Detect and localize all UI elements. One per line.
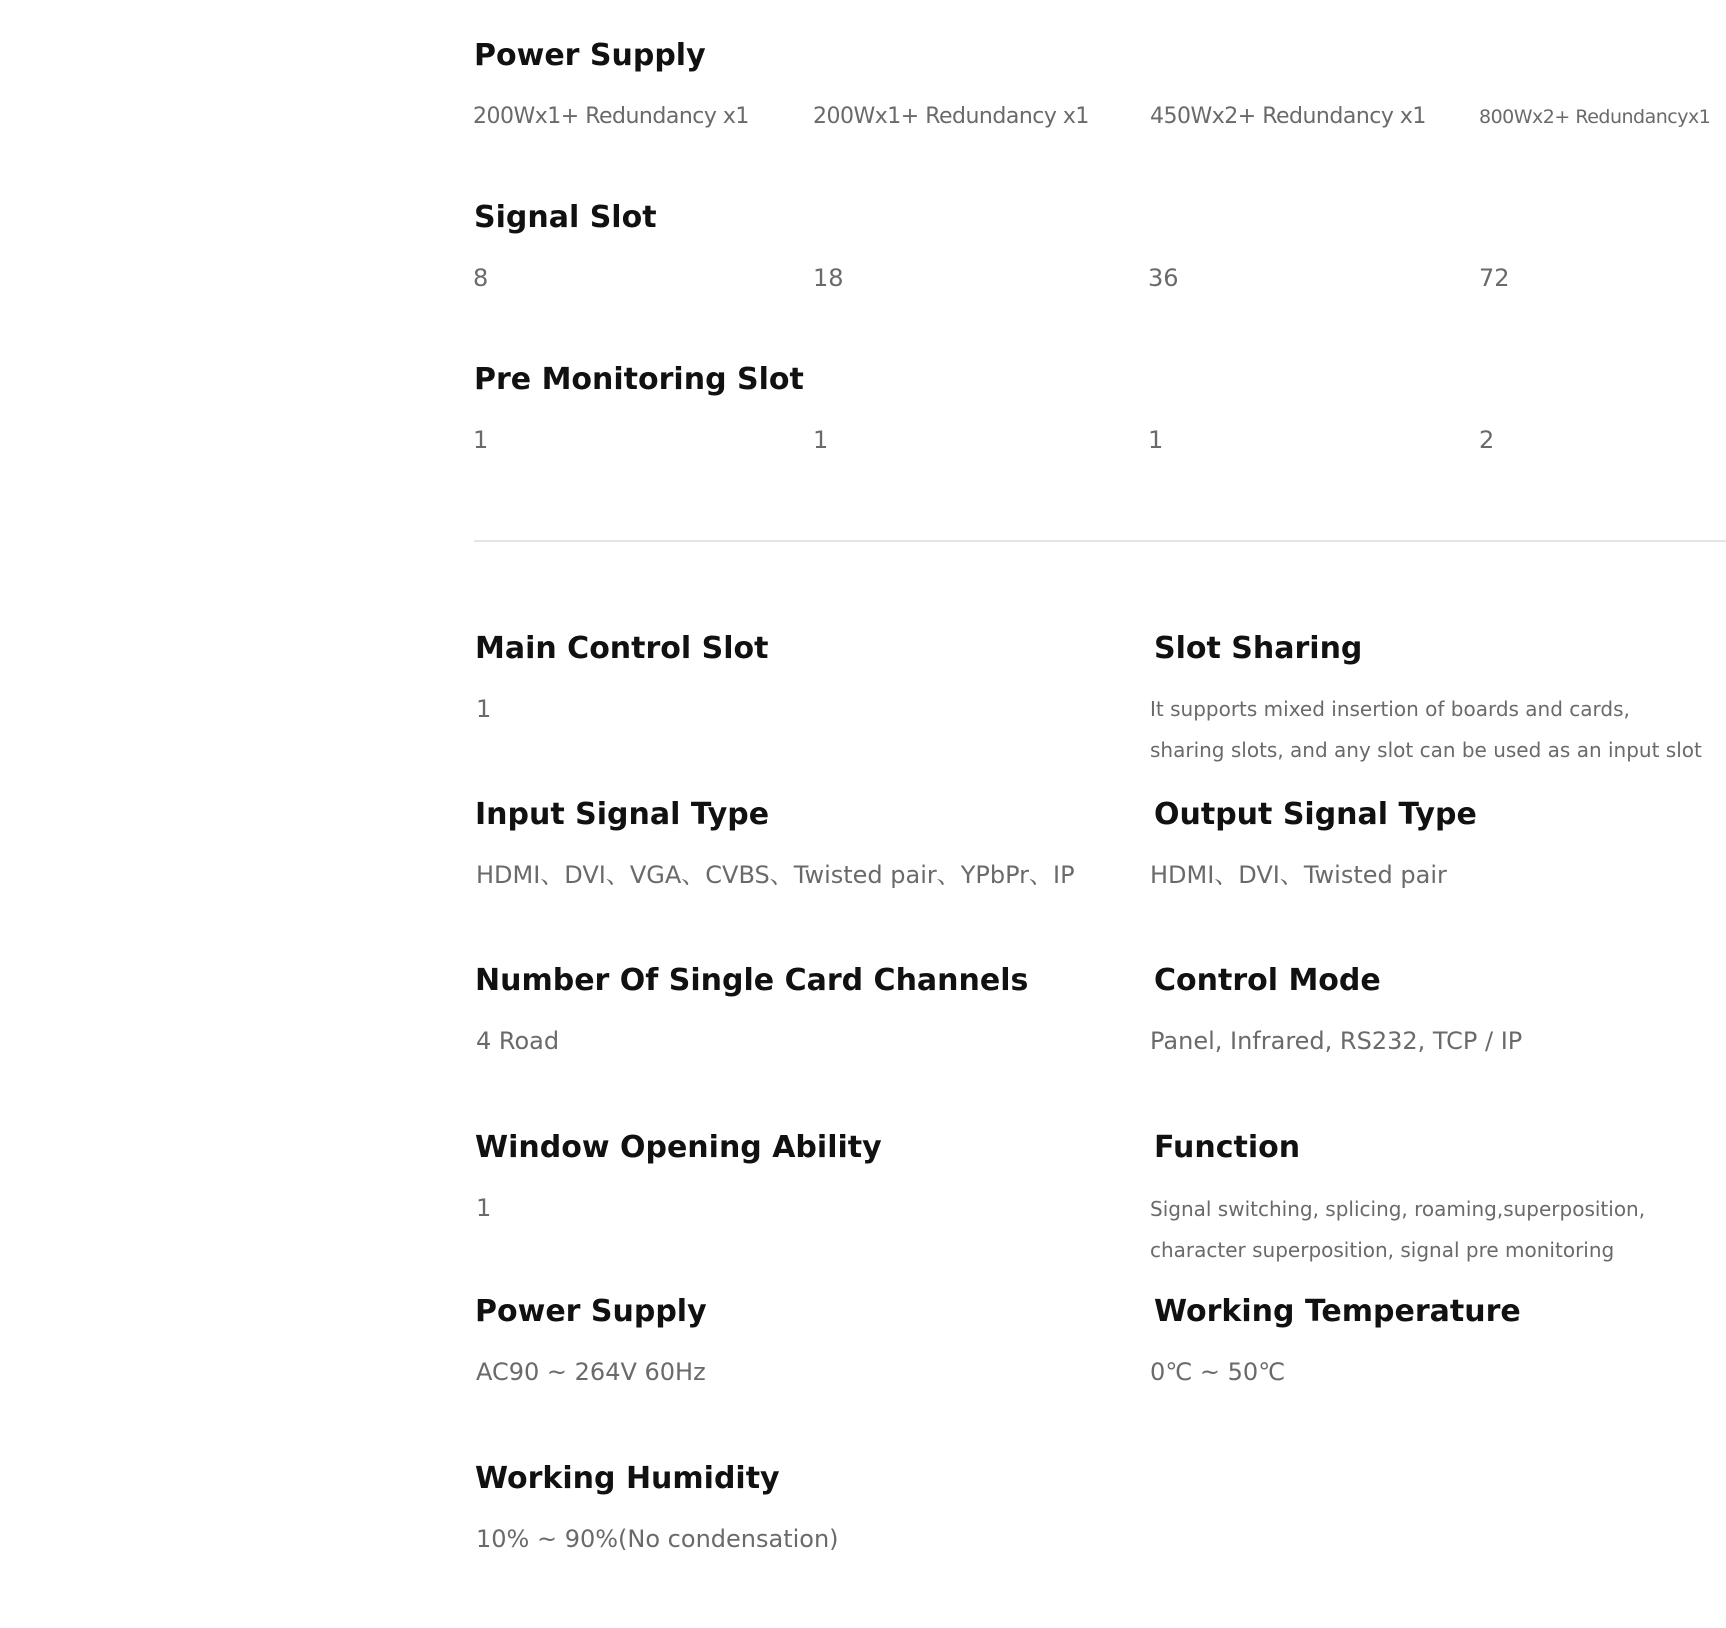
power-supply-row-heading: Power Supply	[474, 38, 706, 73]
control-mode-value: Panel, Infrared, RS232, TCP / IP	[1150, 1027, 1523, 1055]
power-supply-heading: Power Supply	[475, 1294, 707, 1329]
window-opening-ability-value: 1	[476, 1194, 492, 1222]
single-card-channels-value: 4 Road	[476, 1027, 560, 1055]
output-signal-type-heading: Output Signal Type	[1154, 797, 1477, 832]
pre-monitoring-model-3: 1	[1148, 426, 1164, 454]
working-temperature-heading: Working Temperature	[1154, 1294, 1521, 1329]
input-signal-type-value: HDMI、DVI、VGA、CVBS、Twisted pair、YPbPr、IP	[476, 861, 1075, 889]
function-heading: Function	[1154, 1130, 1301, 1165]
main-control-slot-value: 1	[476, 695, 492, 723]
power-supply-model-4: 800Wx2+ Redundancyx1	[1479, 106, 1711, 128]
control-mode-heading: Control Mode	[1154, 963, 1381, 998]
power-supply-value: AC90 ~ 264V 60Hz	[476, 1358, 706, 1386]
pre-monitoring-slot-row-heading: Pre Monitoring Slot	[474, 362, 804, 397]
function-value: Signal switching, splicing, roaming,superposition, character superposition, signal pre monitoring	[1150, 1197, 1646, 1262]
power-supply-model-1: 200Wx1+ Redundancy x1	[473, 104, 749, 129]
main-control-slot-heading: Main Control Slot	[475, 631, 769, 666]
window-opening-ability-heading: Window Opening Ability	[475, 1130, 882, 1165]
working-humidity-value: 10% ~ 90%(No condensation)	[476, 1525, 839, 1553]
power-supply-model-2: 200Wx1+ Redundancy x1	[813, 104, 1089, 129]
working-temperature-value: 0℃ ~ 50℃	[1150, 1358, 1286, 1386]
section-divider	[474, 540, 1726, 542]
working-humidity-heading: Working Humidity	[475, 1461, 780, 1496]
signal-slot-row-heading: Signal Slot	[474, 200, 657, 235]
input-signal-type-heading: Input Signal Type	[475, 797, 770, 832]
pre-monitoring-model-2: 1	[813, 426, 829, 454]
slot-sharing-value: It supports mixed insertion of boards and cards, sharing slots, and any slot can be used as an input slot	[1150, 697, 1702, 762]
signal-slot-model-2: 18	[813, 264, 844, 292]
pre-monitoring-model-4: 2	[1479, 426, 1495, 454]
signal-slot-model-4: 72	[1479, 264, 1510, 292]
slot-sharing-heading: Slot Sharing	[1154, 631, 1363, 666]
signal-slot-model-1: 8	[473, 264, 489, 292]
single-card-channels-heading: Number Of Single Card Channels	[475, 963, 1029, 998]
output-signal-type-value: HDMI、DVI、Twisted pair	[1150, 861, 1447, 889]
signal-slot-model-3: 36	[1148, 264, 1179, 292]
pre-monitoring-model-1: 1	[473, 426, 489, 454]
power-supply-model-3: 450Wx2+ Redundancy x1	[1150, 104, 1426, 129]
